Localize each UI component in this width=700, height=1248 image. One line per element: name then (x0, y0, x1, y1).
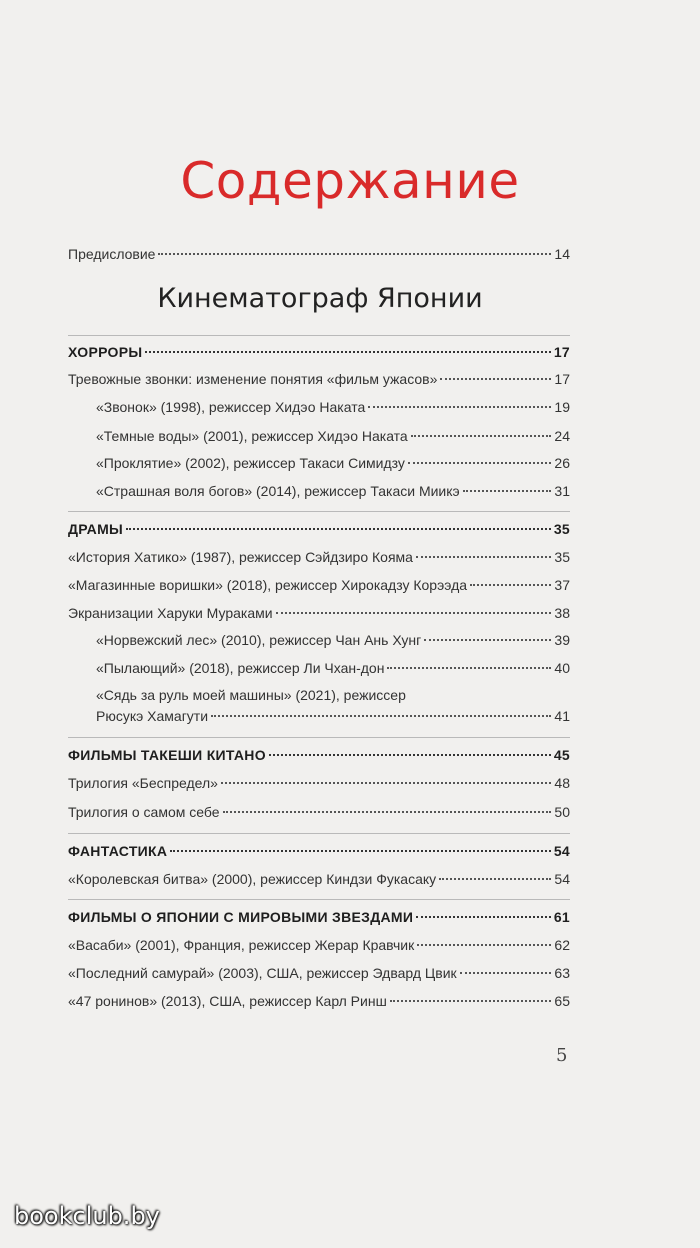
dot-leader (408, 462, 552, 464)
toc-entry[interactable] (68, 870, 570, 888)
dot-leader (460, 972, 552, 974)
dot-leader (223, 811, 552, 813)
dot-leader (145, 351, 550, 353)
toc-entry[interactable] (68, 964, 570, 982)
toc-entry[interactable] (68, 936, 570, 954)
toc-heading-fantasy[interactable] (68, 842, 570, 860)
dot-leader (158, 253, 551, 255)
dot-leader (470, 584, 551, 586)
toc-entry-page: 38 (554, 605, 570, 621)
section-title: Кинематограф Японии (157, 283, 483, 314)
toc-entry-label: «Последний самурай» (2003), США, режиссер Эдвард Цвик (68, 965, 457, 981)
toc-entry[interactable] (96, 398, 570, 416)
toc-entry[interactable] (96, 631, 570, 649)
toc-entry-label: «Норвежский лес» (2010), режиссер Чан Ань Хунг (96, 632, 422, 648)
toc-entry[interactable] (68, 774, 570, 792)
section-divider (68, 335, 570, 336)
dot-leader (411, 435, 552, 437)
toc-entry-page: 26 (554, 455, 570, 471)
toc-entry-label: «Королевская битва» (2000), режиссер Киндзи Фукасаку (68, 871, 437, 887)
toc-entry-page: 50 (554, 804, 570, 820)
dot-leader (221, 782, 551, 784)
dot-leader (463, 490, 552, 492)
toc-entry-label: Экранизации Харуки Мураками (68, 605, 273, 621)
toc-entry-label: ФИЛЬМЫ О ЯПОНИИ С МИРОВЫМИ ЗВЕЗДАМИ (68, 909, 414, 925)
toc-entry-label: Тревожные звонки: изменение понятия «фильм ужасов» (68, 371, 438, 387)
dot-leader (440, 378, 551, 380)
watermark: bookclub.by (14, 1202, 160, 1230)
toc-heading-world-stars[interactable] (68, 908, 570, 926)
toc-entry[interactable] (68, 370, 570, 388)
toc-entry-label: «Проклятие» (2002), режиссер Такаси Симидзу (96, 455, 405, 471)
dot-leader (211, 715, 551, 717)
dot-leader (390, 1000, 552, 1002)
toc-entry-page: 39 (554, 632, 570, 648)
toc-entry-label: Предисловие (68, 246, 156, 262)
toc-entry-label: «История Хатико» (1987), режиссер Сэйдзиро Кояма (68, 549, 413, 565)
dot-leader (276, 612, 552, 614)
page-number: 5 (556, 1045, 568, 1066)
dot-leader (439, 878, 551, 880)
toc-entry[interactable] (96, 482, 570, 500)
toc-entry-page: 14 (554, 246, 570, 262)
toc-entry-label: «Звонок» (1998), режиссер Хидэо Наката (96, 399, 366, 415)
toc-entry-page: 41 (554, 708, 570, 724)
toc-heading-kitano[interactable] (68, 746, 570, 764)
toc-entry-page: 24 (554, 428, 570, 444)
toc-entry-page: 65 (554, 993, 570, 1009)
section-divider (68, 833, 570, 834)
toc-entry[interactable] (68, 803, 570, 821)
toc-entry-preface[interactable] (68, 245, 570, 263)
toc-entry-label: ФАНТАСТИКА (68, 843, 168, 859)
section-divider (68, 511, 570, 512)
toc-entry[interactable] (96, 427, 570, 445)
toc-entry-label: «Магазинные воришки» (2018), режиссер Хирокадзу Корээда (68, 577, 468, 593)
toc-entry-label: ДРАМЫ (68, 521, 124, 537)
toc-entry-page: 48 (554, 775, 570, 791)
toc-entry-page: 35 (554, 549, 570, 565)
dot-leader (126, 528, 551, 530)
toc-entry-page: 63 (554, 965, 570, 981)
toc-entry[interactable] (68, 604, 570, 622)
toc-entry-page: 35 (553, 521, 570, 537)
toc-entry-label: Трилогия «Беспредел» (68, 775, 218, 791)
toc-entry-page: 17 (553, 344, 570, 360)
toc-heading-drama[interactable] (68, 520, 570, 538)
toc-entry-page: 54 (554, 871, 570, 887)
toc-entry-page: 40 (554, 660, 570, 676)
dot-leader (170, 850, 551, 852)
dot-leader (417, 944, 551, 946)
dot-leader (416, 916, 551, 918)
toc-entry[interactable] (68, 548, 570, 566)
toc-entry-label: ХОРРОРЫ (68, 344, 143, 360)
toc-entry-label: «47 ронинов» (2013), США, режиссер Карл Ринш (68, 993, 387, 1009)
toc-entry-page: 37 (554, 577, 570, 593)
dot-leader (416, 556, 551, 558)
page-title: Содержание (180, 152, 520, 210)
toc-entry-page: 61 (553, 909, 570, 925)
dot-leader (368, 406, 551, 408)
toc-entry[interactable] (68, 992, 570, 1010)
toc-entry-page: 54 (553, 843, 570, 859)
toc-entry-page: 17 (554, 371, 570, 387)
section-divider (68, 899, 570, 900)
toc-entry-label: «Васаби» (2001), Франция, режиссер Жерар Кравчик (68, 937, 415, 953)
dot-leader (424, 639, 551, 641)
toc-entry-label-line1: «Сядь за руль моей машины» (2021), режиссер (96, 687, 406, 703)
toc-heading-horror[interactable] (68, 343, 570, 361)
toc-entry-page: 62 (554, 937, 570, 953)
toc-entry[interactable] (96, 454, 570, 472)
toc-entry-label: Рюсукэ Хамагути (96, 708, 209, 724)
toc-entry-page: 31 (554, 483, 570, 499)
toc-entry-label: ФИЛЬМЫ ТАКЕШИ КИТАНО (68, 747, 266, 763)
toc-entry-label: «Страшная воля богов» (2014), режиссер Такаси Миикэ (96, 483, 460, 499)
dot-leader (269, 754, 551, 756)
toc-entry[interactable] (68, 576, 570, 594)
toc-entry-page: 19 (554, 399, 570, 415)
toc-entry-label: «Темные воды» (2001), режиссер Хидэо Наката (96, 428, 408, 444)
toc-entry[interactable] (96, 659, 570, 677)
section-divider (68, 737, 570, 738)
toc-entry[interactable] (96, 707, 570, 725)
toc-entry-label: «Пылающий» (2018), режиссер Ли Чхан-дон (96, 660, 385, 676)
toc-entry-page: 45 (553, 747, 570, 763)
dot-leader (387, 667, 551, 669)
toc-entry-label: Трилогия о самом себе (68, 804, 220, 820)
